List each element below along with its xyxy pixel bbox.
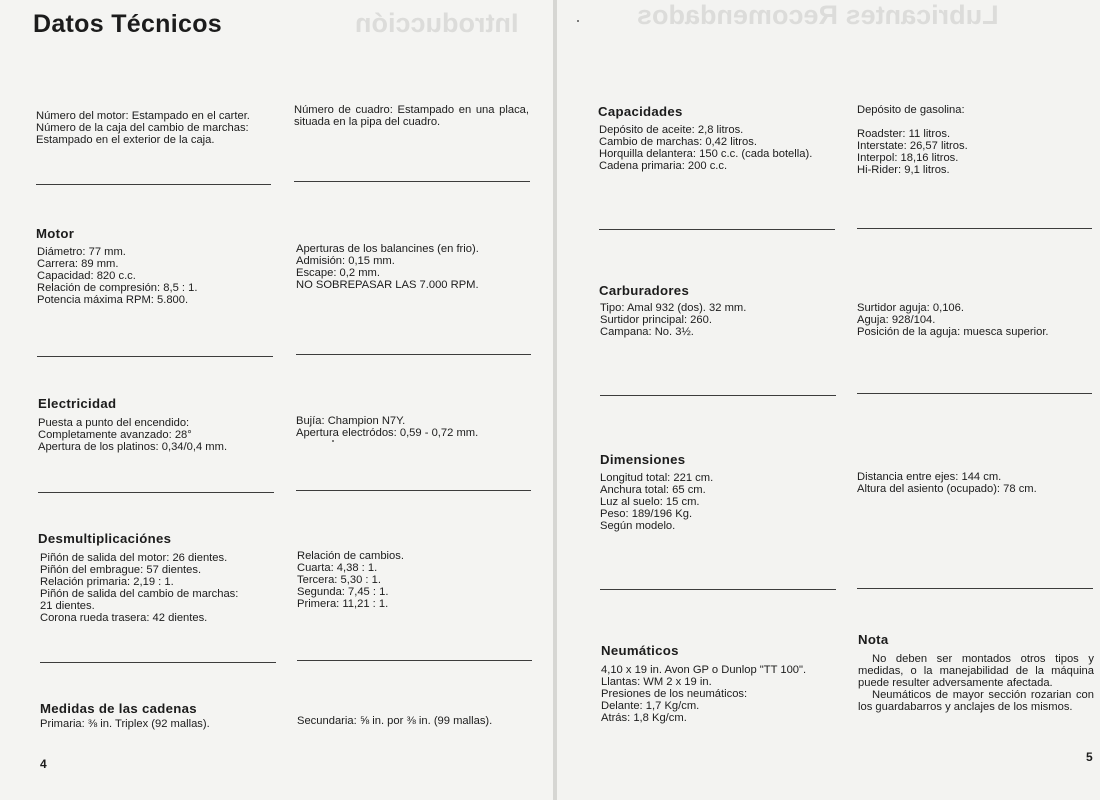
section-heading-desmultiplicaciones: Desmultiplicaciónes (38, 531, 172, 546)
page-title: Datos Técnicos (33, 10, 222, 38)
engine-number-text: Número del motor: Estampado en el carter. Número de la caja del cambio de marchas: Estampado en el exterior de la caja. (36, 110, 250, 146)
divider-line (857, 393, 1092, 394)
right-page (557, 0, 1100, 800)
section-heading-capacidades: Capacidades (598, 104, 683, 119)
divider-line (297, 660, 532, 661)
print-speck (332, 440, 334, 442)
dimensiones-specs-left: Longitud total: 221 cm. Anchura total: 65 cm. Luz al suelo: 15 cm. Peso: 189/196 Kg. Según modelo. (600, 472, 714, 532)
divider-line (36, 184, 271, 185)
section-heading-motor: Motor (36, 226, 75, 241)
page-number-left: 4 (40, 757, 47, 771)
nota-paragraph-1: No deben ser montados otros tipos y medidas, o la manejabilidad de la máquina puede resulter adversamente afectada. (858, 653, 1094, 689)
secondary-chain-text: Secundaria: ⅝ in. por ⅜ in. (99 mallas). (297, 715, 493, 727)
electricidad-specs-right: Bujía: Champion N7Y. Apertura electródos: 0,59 - 0,72 mm. (296, 415, 479, 439)
divider-line (599, 229, 835, 230)
nota-paragraph-2: Neumáticos de mayor sección rozarian con los guardabarros y anclajes de los mismos. (858, 689, 1094, 713)
section-heading-carburadores: Carburadores (599, 283, 690, 298)
divider-line (40, 662, 276, 663)
section-heading-neumaticos: Neumáticos (601, 643, 679, 658)
divider-line (296, 354, 531, 355)
desmultiplicaciones-specs-left: Piñón de salida del motor: 26 dientes. Piñón del embrague: 57 dientes. Relación primaria: 2,19 : 1. Piñón de salida del cambio de marchas: 21 dientes. Corona rueda trasera: 42 dientes. (40, 552, 239, 624)
divider-line (38, 492, 274, 493)
divider-line (857, 228, 1092, 229)
frame-number-text: Número de cuadro: Estampado en una placa, situada en la pipa del cuadro. (294, 104, 529, 128)
electricidad-specs-left: Puesta a punto del encendido: Completamente avanzado: 28° Apertura de los platinos: 0,34/0,4 mm. (38, 417, 228, 453)
divider-line (600, 589, 836, 590)
divider-line (296, 490, 531, 491)
capacidades-specs-left: Depósito de aceite: 2,8 litros. Cambio de marchas: 0,42 litros. Horquilla delantera: 150 c.c. (cada botella). Cadena primaria: 200 c.c. (599, 124, 813, 172)
show-through-text: Lubricantes Recomendados (637, 0, 999, 30)
divider-line (294, 181, 530, 182)
divider-line (857, 588, 1093, 589)
dimensiones-specs-right: Distancia entre ejes: 144 cm. Altura del asiento (ocupado): 78 cm. (857, 471, 1037, 495)
motor-specs-right: Aperturas de los balancines (en frio). Admisión: 0,15 mm. Escape: 0,2 mm. NO SOBREPASAR LAS 7.000 RPM. (296, 243, 479, 291)
section-heading-cadenas: Medidas de las cadenas (40, 701, 197, 716)
divider-line (600, 395, 836, 396)
gear-ratios-right: Relación de cambios. Cuarta: 4,38 : 1. Tercera: 5,30 : 1. Segunda: 7,45 : 1. Primera: 11,21 : 1. (297, 550, 404, 610)
section-heading-dimensiones: Dimensiones (600, 452, 686, 467)
show-through-text: Introducción (355, 8, 519, 38)
print-speck (577, 20, 579, 22)
section-heading-nota: Nota (858, 632, 889, 647)
neumaticos-specs: 4,10 x 19 in. Avon GP o Dunlop "TT 100". Llantas: WM 2 x 19 in. Presiones de los neumáticos: Delante: 1,7 Kg/cm. Atrás: 1,8 Kg/cm. (601, 664, 807, 724)
carburadores-specs-left: Tipo: Amal 932 (dos). 32 mm. Surtidor principal: 260. Campana: No. 3½. (600, 302, 747, 338)
divider-line (37, 356, 273, 357)
section-heading-electricidad: Electricidad (38, 396, 117, 411)
carburadores-specs-right: Surtidor aguja: 0,106. Aguja: 928/104. Posición de la aguja: muesca superior. (857, 302, 1049, 338)
fuel-tank-specs: Depósito de gasolina: Roadster: 11 litros. Interstate: 26,57 litros. Interpol: 18,16 litros. Hi-Rider: 9,1 litros. (857, 104, 968, 176)
page-number-right: 5 (1086, 750, 1093, 764)
motor-specs-left: Diámetro: 77 mm. Carrera: 89 mm. Capacidad: 820 c.c. Relación de compresión: 8,5 : 1. Potencia máxima RPM: 5.800. (37, 246, 198, 306)
primary-chain-text: Primaria: ⅜ in. Triplex (92 mallas). (40, 718, 210, 730)
